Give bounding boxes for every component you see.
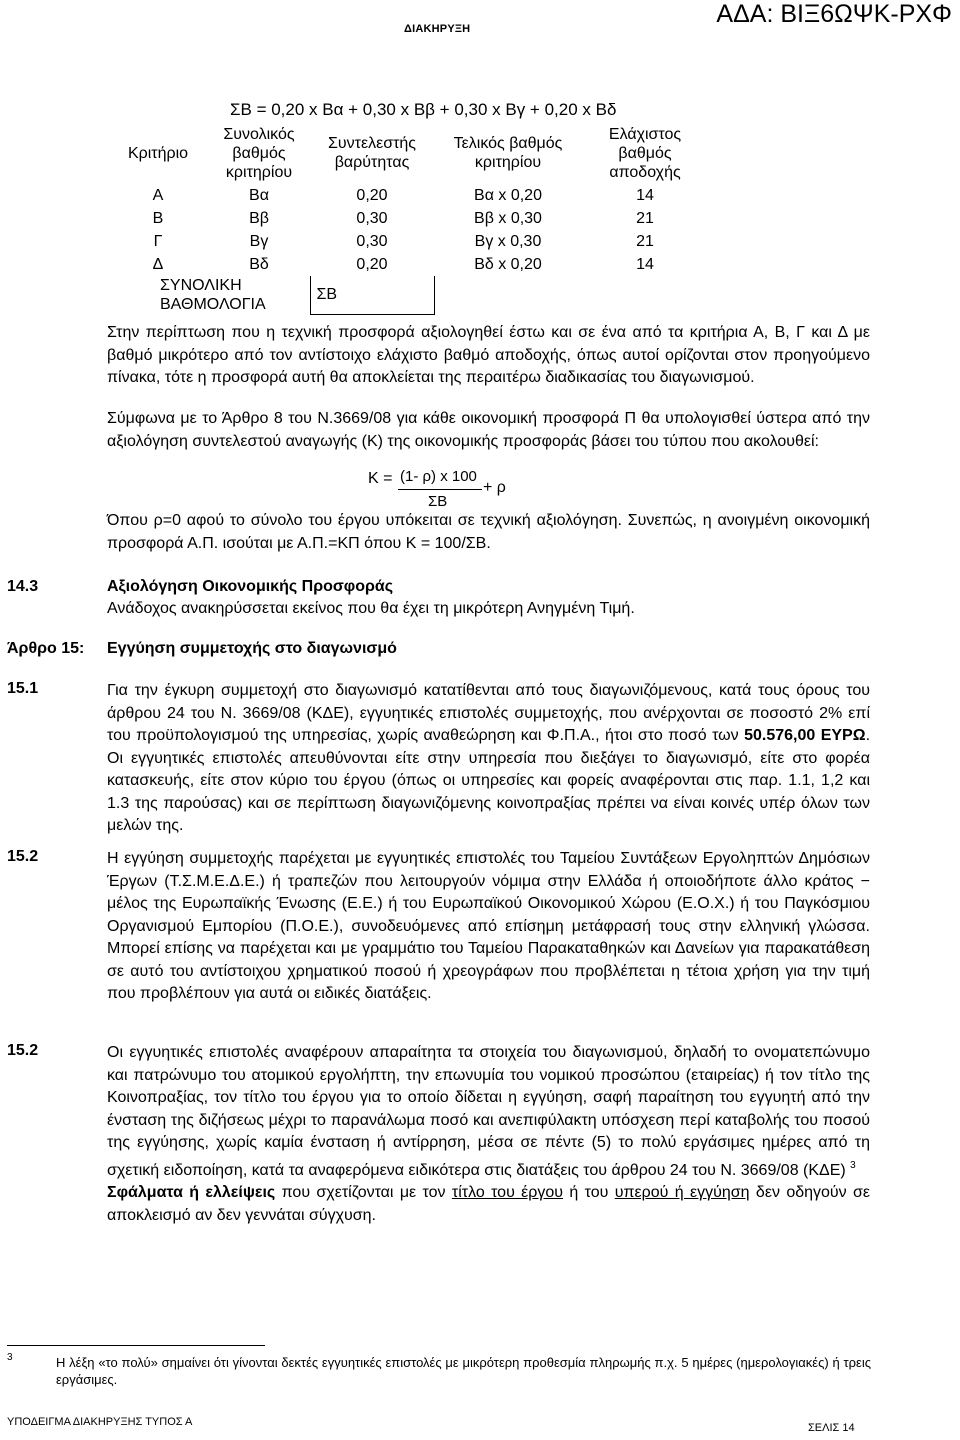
header-total-score: Συνολικός βαθμός κριτηρίου	[223, 125, 295, 181]
clause-text: Για την έγκυρη συμμετοχή στο διαγωνισμό κατατίθενται από τους διαγωνιζόμενους, κατά τους όρους του άρθρου 24 του Ν. 3669/08 (ΚΔΕ), εγγυητικές επιστολές συμμετοχής, που ανέρχονται σε ποσοστό 2% επί του προϋπολογισμού της υπηρεσίας, χωρίς αναθεώρηση και Φ.Π.Α., ήτοι στο ποσό των 50.576,00 ΕΥΡΩ. Οι εγγυητικές επιστολές απευθύνονται είτε στην υπηρεσία που διεξάγει το διαγωνισμό, είτε στο φορέα κατασκευής, είτε στον κύριο του έργου (όπως οι υπηρεσίες και φορείς αναφέρονται στις παρ. 1.1, 1,2 και 1.3 της παρούσας) και σε περίπτωση διαγωνιζόμενης κοινοπραξίας πρέπει να είναι κοινές υπέρ όλων των μελών της.	[107, 682, 871, 834]
table-cell: Βα x 0,20	[474, 187, 542, 204]
equation-lhs: Κ =	[368, 470, 393, 487]
header-criterion: Κριτήριο	[127, 144, 189, 162]
header-min-score: Ελάχιστος βαθμός αποδοχής	[608, 125, 682, 181]
table-cell: Δ	[152, 256, 164, 273]
clause-number: 15.2	[7, 1042, 39, 1059]
table-cell: 0,20	[356, 256, 388, 273]
fraction-bar	[398, 489, 482, 490]
table-total-row	[108, 276, 708, 314]
guarantee-amount: 50.576,00 ΕΥΡΩ	[744, 727, 866, 744]
table-cell: 21	[636, 233, 654, 250]
table-cell: Βδ	[249, 256, 269, 273]
header-weight: Συντελεστής βαρύτητας	[327, 135, 417, 171]
table-cell: Α	[152, 187, 164, 204]
header-doc-type: ΔΙΑΚΗΡΥΞΗ	[404, 23, 471, 35]
reduction-factor-paragraph: Σύμφωνα με το Άρθρο 8 του Ν.3669/08 για κάθε οικονομική προσφορά Π θα υπολογισθεί ύστερα από την αξιολόγηση συντελεστού αναγωγής (Κ) της οικονομικής προσφοράς βάσει του τύπου που ακολουθεί:	[107, 410, 870, 450]
table-cell: Βδ x 0,20	[474, 256, 542, 273]
section-number: 14.3	[7, 578, 39, 595]
section-title: Αξιολόγηση Οικονομικής Προσφοράς	[107, 578, 394, 595]
footnote-ref: 3	[850, 1159, 856, 1171]
min-score-rule-paragraph: Στην περίπτωση που η τεχνική προσφορά αξιολογηθεί έστω και σε ένα από τα κριτήρια Α, Β, Γ και Δ με βαθμό μικρότερο από τον αντίστοιχο ελάχιστο βαθμό αποδοχής, όπως αυτοί ορίζονται στον προηγούμενο πίνακα, τότε η προσφορά αυτή θα αποκλείεται της περαιτέρω διαδικασίας του διαγωνισμού.	[107, 324, 870, 386]
table-cell: 14	[636, 187, 654, 204]
footnote-separator	[7, 1345, 265, 1346]
equation-plus-rho: + ρ	[483, 479, 506, 496]
table-cell: 0,30	[356, 210, 388, 227]
clause-text: Οι εγγυητικές επιστολές αναφέρουν απαραίτητα τα στοιχεία του διαγωνισμού, δηλαδή το ονοματεπώνυμο και πατρώνυμο του ατομικού εργολήπτη, την επωνυμία του νομικού προσώπου (εταιρείας) ή τον τίτλο της Κοινοπραξίας, τον τίτλο του έργου για το οποίο δίδεται η εγγύηση, σαφή παραίτηση του εγγυητή από την ένσταση της διζήσεως μέχρι το παρανάλωμα ποσό και ανεπιφύλακτη υπόσχεση περί καταβολής του ποσού της εγγύησης, χωρίς καμία ένσταση ή αντίρρηση, μέσα σε πέντε (5) το πολύ εργάσιμες ημέρες από τη σχετική ειδοποίηση, κατά τα αναφερόμενα ειδικότερα στις διατάξεις του άρθρου 24 του Ν. 3669/08 (ΚΔΕ) $^3$ Σφάλματα ή ελλείψεις που σχετίζονται με τον τίτλο του έργου ή του υπερού ή εγγύηση δεν οδηγούν σε αποκλεισμό αν δεν γεννάται σύγχυση.	[107, 1044, 871, 1224]
rho-explanation-paragraph: Όπου ρ=0 αφού το σύνολο του έργου υπόκειται σε τεχνική αξιολόγηση. Συνεπώς, η ανοιγμένη οικονομική προσφορά Α.Π. ισούται με Α.Π.=ΚΠ όπου Κ = 100/ΣΒ.	[107, 512, 870, 552]
table-cell: 14	[636, 256, 654, 273]
total-label: ΣΥΝΟΛΙΚΗ ΒΑΘΜΟΛΟΓΙΑ	[160, 277, 266, 313]
table-cell: 21	[636, 210, 654, 227]
table-cell: Βγ	[249, 233, 269, 250]
header-final-score: Τελικός βαθμός κριτηρίου	[453, 135, 563, 171]
table-row	[108, 207, 708, 230]
errors-omissions-label: Σφάλματα ή ελλείψεις	[107, 1184, 276, 1201]
header-ada-code: ΑΔΑ: ΒΙΞ6ΩΨΚ-ΡΧΦ	[716, 0, 952, 28]
footer-doc-title: ΥΠΟΔΕΙΓΜΑ ΔΙΑΚΗΡΥΞΗΣ ΤΥΠΟΣ Α	[7, 1416, 193, 1428]
table-cell: Γ	[153, 233, 163, 250]
footer-page-number: ΣΕΛΙΣ 14	[808, 1422, 855, 1434]
table-cell: Β	[152, 210, 164, 227]
article-title: Εγγύηση συμμετοχής στο διαγωνισμό	[107, 640, 397, 657]
table-cell: 0,20	[356, 187, 388, 204]
footnote-mark: 3	[7, 1352, 13, 1363]
table-row	[108, 230, 708, 253]
equation-denominator: ΣΒ	[428, 493, 448, 510]
total-value: ΣΒ	[310, 276, 434, 314]
clause-text: Η εγγύηση συμμετοχής παρέχεται με εγγυητικές επιστολές του Ταμείου Συντάξεων Εργοληπτών Δημόσιων Έργων (Τ.Σ.Μ.Ε.Δ.Ε.) ή τραπεζών που λειτουργούν νόμιμα στην Ελλάδα ή οποιοδήποτε άλλο κράτος − μέλος της Ευρωπαϊκής Ένωσης (Ε.Ε.) ή του Ευρωπαϊκού Οικονομικού Χώρου (Ε.Ο.Χ.) ή του Παγκόσμιου Οργανισμού Εμπορίου (Π.Ο.Ε.), συνοδευόμενες από επίσημη μετάφρασή τους στην ελληνική γλώσσα. Μπορεί επίσης να παρέχεται και με γραμμάτιο του Ταμείου Παρακαταθηκών και Δανείων για παρακατάθεση σε αυτό του αντίστοιχου χρηματικού ποσού ή χρεογράφων που προβλέπεται η τέτοια χρήση για την τιμή που προβλέπουν για αυτά οι ειδικές διατάξεις.	[107, 850, 870, 1002]
footnote-text: Η λέξη «το πολύ» σημαίνει ότι γίνονται δεκτές εγγυητικές επιστολές με μικρότερη προθεσμία πληρωμής π.χ. 5 ημέρες (ημερολογιακές) ή τρεις εργάσιμες.	[56, 1355, 871, 1387]
table-cell: Βα	[249, 187, 269, 204]
table-cell: Ββ x 0,30	[474, 210, 542, 227]
clause-number: 15.1	[7, 680, 39, 697]
table-cell: 0,30	[356, 233, 388, 250]
clause-number: 15.2	[7, 848, 39, 865]
weighted-score-formula: ΣΒ = 0,20 x Βα + 0,30 x Ββ + 0,30 x Βγ + 0,20 x Βδ	[230, 100, 617, 119]
table-row	[108, 184, 708, 207]
table-row	[108, 253, 708, 276]
equation-numerator: (1- ρ) x 100	[400, 468, 477, 485]
section-text: Ανάδοχος ανακηρύσσεται εκείνος που θα έχει τη μικρότερη Ανηγμένη Τιμή.	[107, 600, 635, 617]
table-cell: Βγ x 0,30	[474, 233, 542, 250]
criteria-table	[108, 122, 708, 315]
table-cell: Ββ	[249, 210, 269, 227]
article-number: Άρθρο 15:	[7, 640, 85, 657]
table-header-row	[108, 122, 708, 184]
